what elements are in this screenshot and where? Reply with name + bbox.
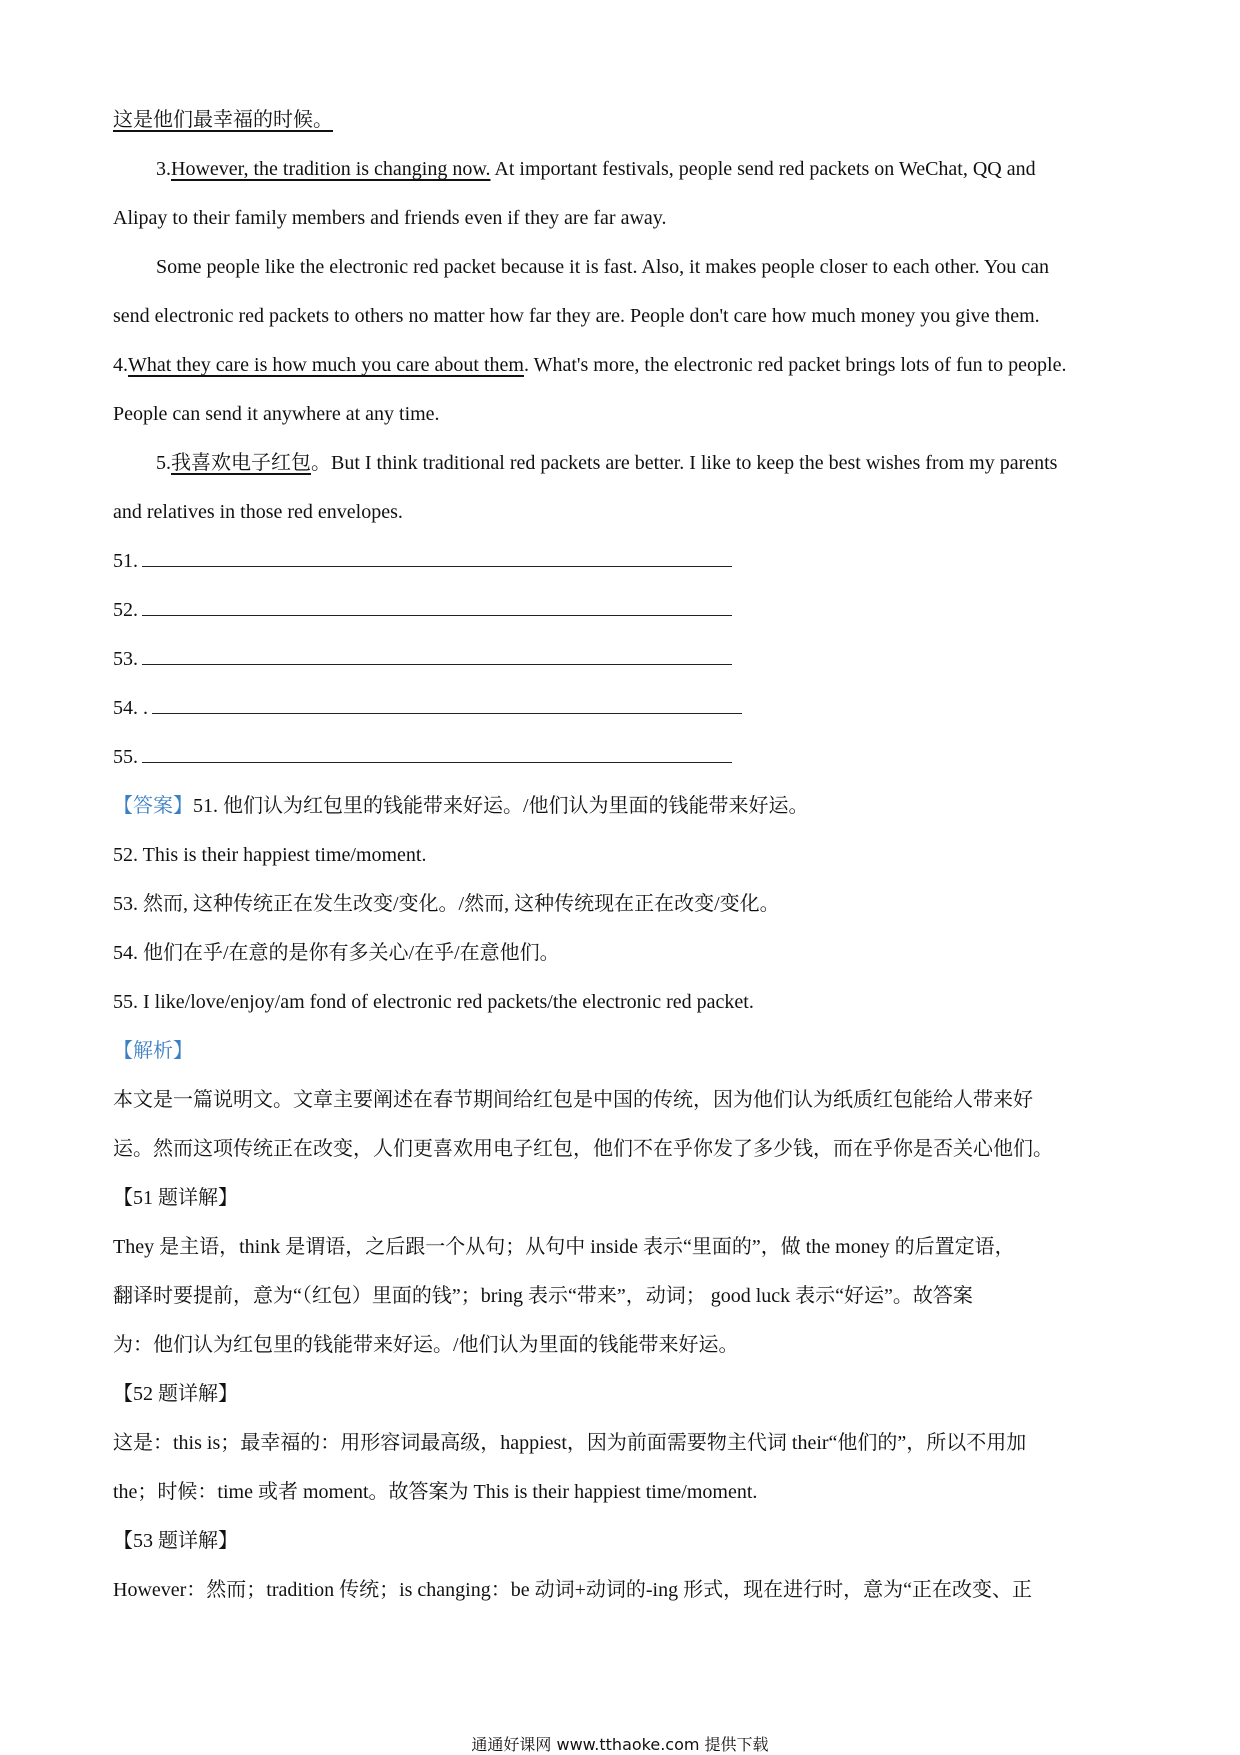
blank-line[interactable] — [142, 744, 732, 763]
blank-label: 53. — [113, 648, 138, 670]
answer-blank-51 — [113, 537, 1133, 586]
sentence-number: 5. — [156, 452, 171, 474]
sentence-number: 3. — [156, 158, 171, 180]
passage-line — [113, 96, 1133, 145]
detail-51: 为：他们认为红包里的钱能带来好运。/他们认为里面的钱能带来好运。 — [113, 1334, 739, 1356]
passage-line — [113, 145, 1133, 194]
detail-heading-52: 【52 题详解】 — [113, 1383, 238, 1405]
detail-51: They 是主语，think 是谓语，之后跟一个从句；从句中 inside 表示“里面的”，做 the money 的后置定语， — [113, 1236, 1015, 1258]
sentence-number: 4. — [113, 354, 128, 376]
detail-heading-51: 【51 题详解】 — [113, 1187, 238, 1209]
underlined-sentence-5: 我喜欢电子红包 — [171, 452, 311, 474]
blank-line[interactable] — [142, 597, 732, 616]
analysis-summary: 本文是一篇说明文。文章主要阐述在春节期间给红包是中国的传统，因为他们认为纸质红包能给人带来好 — [113, 1089, 1033, 1111]
blank-label: 51. — [113, 550, 138, 572]
answer-55: 55. I like/love/enjoy/am fond of electronic red packets/the electronic red packet. — [113, 991, 754, 1013]
underlined-sentence-2: 这是他们最幸福的时候。 — [113, 109, 333, 131]
detail-52: 这是：this is；最幸福的：用形容词最高级，happiest，因为前面需要物主代词 their“他们的”，所以不用加 — [113, 1432, 1027, 1454]
passage-text: 。But I think traditional red packets are better. I like to keep the best wishes from my parents — [311, 452, 1058, 474]
answer-52: 52. This is their happiest time/moment. — [113, 844, 427, 866]
answer-blank-54 — [113, 684, 1133, 733]
passage-line — [113, 341, 1133, 390]
analysis-tag: 【解析】 — [113, 1040, 193, 1062]
answer-blank-52 — [113, 586, 1133, 635]
passage-line: send electronic red packets to others no matter how far they are. People don't care how much money you give them. — [113, 305, 1040, 327]
underlined-sentence-3: However, the tradition is changing now. — [171, 158, 491, 180]
blank-label: 54. . — [113, 697, 148, 719]
answer-blank-53 — [113, 635, 1133, 684]
passage-line — [113, 439, 1133, 488]
passage-text: At important festivals, people send red packets on WeChat, QQ and — [490, 158, 1036, 180]
answer-tag: 【答案】 — [113, 795, 193, 817]
answer-53: 53. 然而, 这种传统正在发生改变/变化。/然而, 这种传统现在正在改变/变化。 — [113, 893, 780, 915]
passage-line: People can send it anywhere at any time. — [113, 403, 440, 425]
detail-51: 翻译时要提前，意为“（红包）里面的钱”；bring 表示“带来”，动词； good luck 表示“好运”。故答案 — [113, 1285, 973, 1307]
document-page — [113, 96, 1133, 1615]
blank-label: 52. — [113, 599, 138, 621]
blank-line[interactable] — [152, 695, 742, 714]
passage-line: Some people like the electronic red packet because it is fast. Also, it makes people closer to each other. You can — [156, 256, 1050, 278]
blank-line[interactable] — [142, 548, 732, 567]
detail-52: the；时候：time 或者 moment。故答案为 This is their happiest time/moment. — [113, 1481, 758, 1503]
passage-text: . What's more, the electronic red packet brings lots of fun to people. — [523, 354, 1067, 376]
answer-text: 51. 他们认为红包里的钱能带来好运。/他们认为里面的钱能带来好运。 — [193, 795, 809, 817]
detail-heading-53: 【53 题详解】 — [113, 1530, 238, 1552]
answer-54: 54. 他们在乎/在意的是你有多关心/在乎/在意他们。 — [113, 942, 560, 964]
blank-label: 55. — [113, 746, 138, 768]
answer-blank-55 — [113, 733, 1133, 782]
underlined-sentence-4: What they care is how much you care about them — [128, 354, 524, 376]
analysis-summary: 运。然而这项传统正在改变，人们更喜欢用电子红包，他们不在乎你发了多少钱，而在乎你是否关心他们。 — [113, 1138, 1053, 1160]
passage-line: and relatives in those red envelopes. — [113, 501, 403, 523]
blank-line[interactable] — [142, 646, 732, 665]
passage-line: Alipay to their family members and friends even if they are far away. — [113, 207, 667, 229]
answer-51 — [113, 782, 1133, 831]
page-footer: 通通好课网 www.tthaoke.com 提供下载 — [471, 1735, 769, 1754]
detail-53: However：然而；tradition 传统；is changing：be 动词+动词的-ing 形式，现在进行时，意为“正在改变、正 — [113, 1579, 1032, 1601]
